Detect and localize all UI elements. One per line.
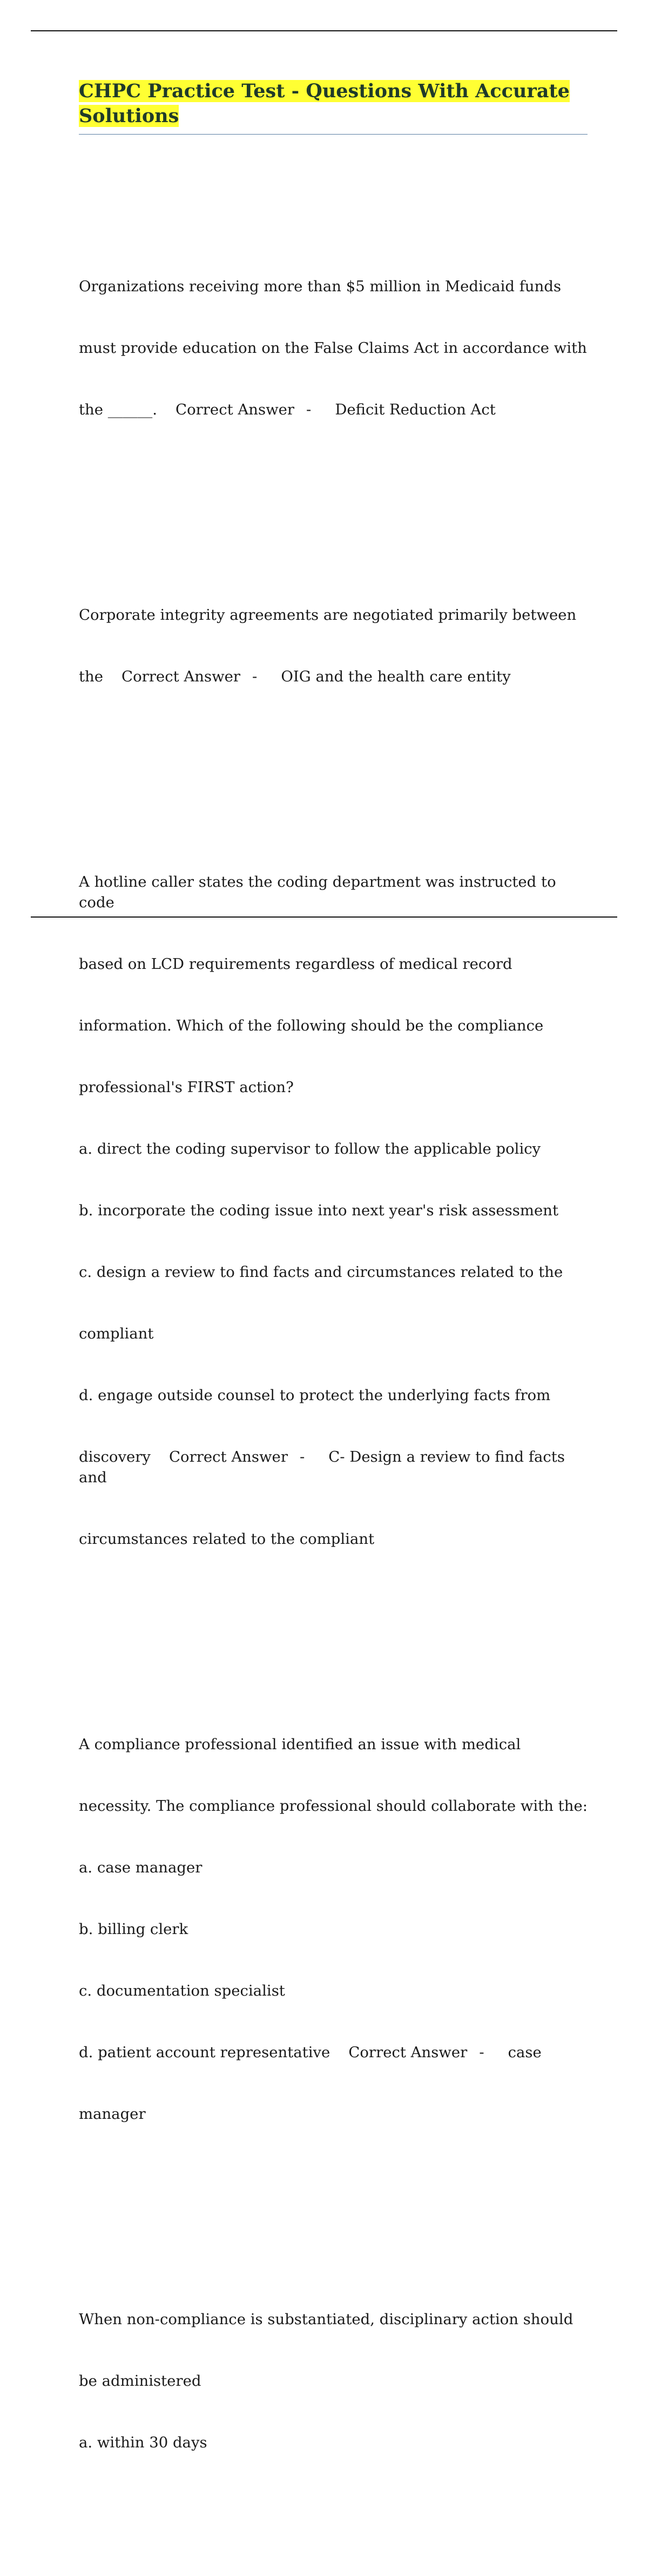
title-line-2: Solutions xyxy=(79,105,179,127)
question-line: professional's FIRST action? xyxy=(79,1079,294,1096)
answer-label: Correct Answer xyxy=(348,2044,468,2061)
option-line: d. engage outside counsel to protect the underlying facts from xyxy=(79,1387,551,1404)
qa-item xyxy=(79,235,590,461)
question-line: based on LCD requirements regardless of medical record xyxy=(79,955,512,973)
answer-text: C- Design a review to find facts and xyxy=(79,1448,570,1486)
question-answer-line xyxy=(79,399,590,420)
option-line: c. design a review to find facts and circumstances related to the xyxy=(79,1263,563,1281)
option-line: a. within 30 days xyxy=(79,2434,207,2451)
question-line: A hotline caller states the coding department was instructed to code xyxy=(79,873,561,911)
question-answer-line xyxy=(79,2042,590,2063)
qa-item xyxy=(79,564,590,728)
answer-text: Deficit Reduction Act xyxy=(335,401,496,418)
answer-separator: - xyxy=(299,1448,305,1466)
answer-text: case xyxy=(508,2044,542,2061)
question-line: Corporate integrity agreements are negotiated primarily between xyxy=(79,606,577,624)
option-line: c. documentation specialist xyxy=(79,1982,285,1999)
option-line: b. billing clerk xyxy=(79,1921,188,1938)
document-body xyxy=(79,79,590,2576)
qa-item xyxy=(79,1693,590,2165)
question-line: A compliance professional identified an issue with medical xyxy=(79,1736,521,1753)
title-line-1: CHPC Practice Test - Questions With Accurate xyxy=(79,80,570,102)
qa-list xyxy=(79,153,590,2576)
qa-item xyxy=(79,2268,590,2494)
question-tail: discovery xyxy=(79,1448,151,1466)
option-line: a. direct the coding supervisor to follow the applicable policy xyxy=(79,1140,541,1157)
option-line: compliant xyxy=(79,1325,154,1342)
answer-label: Correct Answer xyxy=(176,401,295,418)
answer-continuation: manager xyxy=(79,2105,146,2123)
question-answer-line xyxy=(79,1447,590,1488)
question-line: be administered xyxy=(79,2372,201,2390)
answer-separator: - xyxy=(306,401,312,418)
option-line: a. case manager xyxy=(79,1859,202,1876)
option-line: b. incorporate the coding issue into next year's risk assessment xyxy=(79,1202,559,1219)
question-tail: d. patient account representative xyxy=(79,2044,330,2061)
qa-item xyxy=(79,831,590,1590)
question-tail: the ______. xyxy=(79,401,158,418)
answer-label: Correct Answer xyxy=(168,1448,288,1466)
answer-separator: - xyxy=(479,2044,484,2061)
header-rule xyxy=(31,30,617,31)
answer-label: Correct Answer xyxy=(122,668,241,685)
title-underline xyxy=(79,134,588,135)
answer-separator: - xyxy=(252,668,258,685)
question-line: Organizations receiving more than $5 million in Medicaid funds xyxy=(79,278,562,295)
question-tail: the xyxy=(79,668,104,685)
question-line: necessity. The compliance professional should collaborate with the: xyxy=(79,1797,588,1815)
question-line: When non-compliance is substantiated, disciplinary action should xyxy=(79,2311,573,2328)
answer-text: OIG and the health care entity xyxy=(281,668,511,685)
answer-continuation: circumstances related to the compliant xyxy=(79,1530,375,1548)
question-line: must provide education on the False Claims Act in accordance with xyxy=(79,339,587,357)
question-answer-line xyxy=(79,666,590,687)
question-line: information. Which of the following should be the compliance xyxy=(79,1017,544,1034)
document-title xyxy=(79,79,590,129)
footer-rule xyxy=(31,916,617,918)
